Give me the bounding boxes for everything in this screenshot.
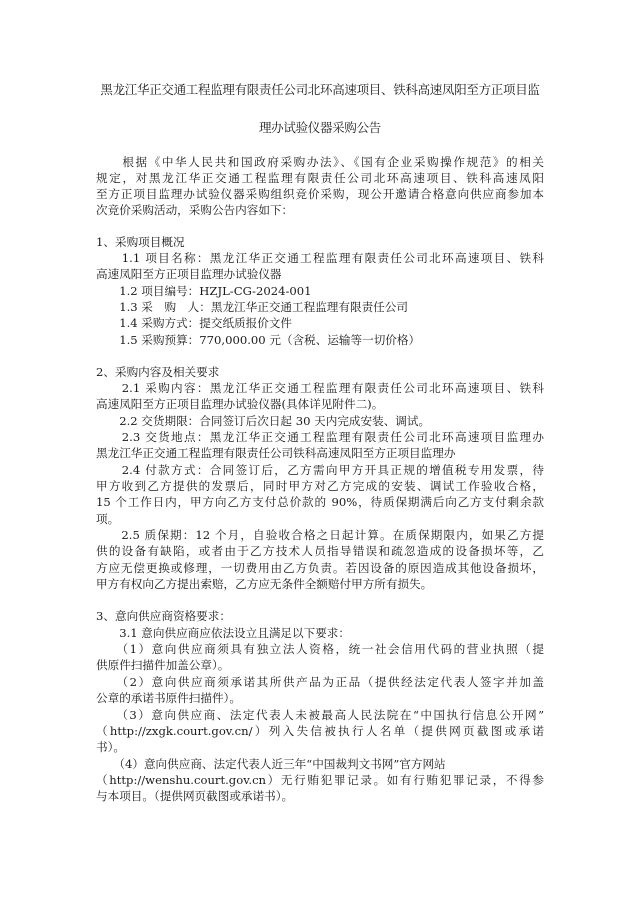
body-line: （http://wenshu.court.gov.cn）无行贿犯罪记录。如有行贿犯罪记录，不得参	[96, 773, 544, 787]
body-line: 次竞价采购活动，采购公告内容如下：	[96, 203, 294, 217]
body-line: 2、采购内容及相关要求	[96, 365, 220, 379]
body-line: 1.2 项目编号：HZJL-CG-2024-001	[96, 284, 312, 298]
body-line: 2.3 交货地点：黑龙江华正交通工程监理有限责任公司北环高速项目监理办	[96, 430, 544, 444]
body-line: 3.1 意向供应商应依法设立且满足以下要求：	[96, 626, 350, 640]
body-line: 2.4 付款方式：合同签订后，乙方需向甲方开具正规的增值税专用发票，待	[96, 463, 544, 477]
body-line: 高速凤阳至方正项目监理办试验仪器(具体详见附件二)。	[96, 397, 384, 411]
body-line: 1.5 采购预算：770,000.00 元（含税、运输等一切价格）	[96, 333, 421, 347]
body-line: 根据《中华人民共和国政府采购办法》、《国有企业采购操作规范》的相关	[96, 155, 544, 169]
body-line: （http://zxgk.court.gov.cn/）列入失信被执行人名单（提供网页截图或承诺	[96, 724, 544, 738]
body-line: 1.3 采 购 人：黑龙江华正交通工程监理有限责任公司	[96, 300, 408, 314]
body-line: 2.5 质保期：12 个月，自验收合格之日起计算。在质保期限内，如果乙方提	[96, 528, 544, 542]
body-line: （2）意向供应商须承诺其所供产品为正品（提供经法定代表人签字并加盖	[96, 675, 544, 689]
body-line: 1.1 项目名称：黑龙江华正交通工程监理有限责任公司北环高速项目、铁科	[96, 251, 544, 265]
body-line: （3）意向供应商、法定代表人未被最高人民法院在“中国执行信息公开网”	[96, 708, 544, 722]
body-line: 书）。	[96, 740, 125, 754]
body-line: 1.4 采购方式：提交纸质报价文件	[96, 316, 293, 330]
body-line: 1、采购项目概况	[96, 235, 185, 249]
body-line: 公章的承诺书原件扫描件）。	[96, 691, 241, 705]
body-line: 甲方收到乙方提供的发票后，同时甲方对乙方完成的安装、调试工作验收合格，	[96, 479, 544, 493]
body-line: 项。	[96, 512, 120, 526]
body-line: 至方正项目监理办试验仪器采购组织竞价采购，现公开邀请合格意向供应商参加本	[96, 187, 544, 201]
body-line: （1）意向供应商须具有独立法人资格，统一社会信用代码的营业执照（提	[96, 642, 544, 656]
body-line: 甲方有权向乙方提出索赔，乙方应无条件全额赔付甲方所有损失。	[96, 577, 433, 591]
body-line: 高速凤阳至方正项目监理办试验仪器	[96, 267, 282, 281]
body-line: 规定，对黑龙江华正交通工程监理有限责任公司北环高速项目、铁科高速凤阳	[96, 171, 544, 185]
body-line: 2.2 交货期限：合同签订后次日起 30 天内完成安装、调试。	[96, 414, 431, 428]
body-line: 方应无偿更换或修理，一切费用由乙方负责。若因设备的原因造成其他设备损坏，	[96, 561, 544, 575]
body-line: 2.1 采购内容：黑龙江华正交通工程监理有限责任公司北环高速项目、铁科	[96, 381, 544, 395]
body-line: 3、意向供应商资格要求：	[96, 609, 231, 623]
body-line: 供的设备有缺陷，或者由于乙方技术人员指导错误和疏忽造成的设备损坏等，乙	[96, 544, 544, 558]
document-title-line-1: 黑龙江华正交通工程监理有限责任公司北环高速项目、铁科高速凤阳至方正项目监	[100, 82, 540, 97]
document-title-line-2: 理办试验仪器采购公告	[258, 120, 381, 135]
body-line: （4）意向供应商、法定代表人近三年“中国裁判文书网”官方网站	[96, 757, 446, 771]
body-line: 黑龙江华正交通工程监理有限责任公司铁科高速凤阳至方正项目监理办	[96, 446, 456, 460]
body-line: 15 个工作日内，甲方向乙方支付总价款的 90%，待质保期满后向乙方支付剩余款	[96, 495, 544, 509]
body-line: 供原件扫描件加盖公章）。	[96, 658, 230, 672]
body-line: 与本项目。（提供网页截图或承诺书）。	[96, 789, 294, 803]
